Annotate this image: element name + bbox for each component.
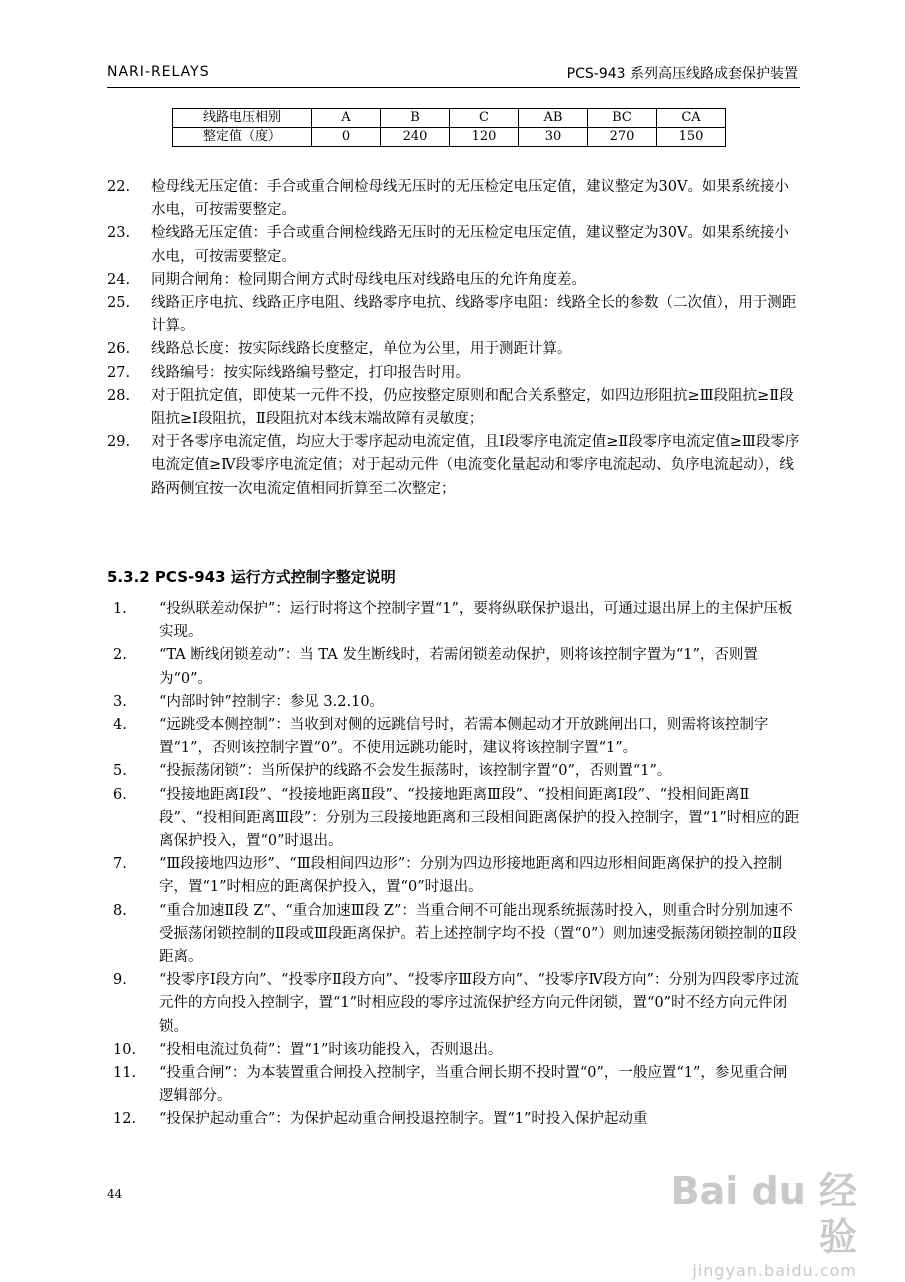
item-number: 24. xyxy=(107,271,131,288)
list-item xyxy=(107,222,800,268)
list-item xyxy=(107,714,800,760)
header-title: PCS-943 系列高压线路成套保护装置 xyxy=(566,66,798,82)
list-item xyxy=(107,644,800,690)
item-text: 对于阻抗定值，即使某一元件不投，仍应按整定原则和配合关系整定，如四边形阻抗≥Ⅲ段阻抗≥Ⅱ段阻抗≥Ⅰ段阻抗，Ⅱ段阻抗对本线末端故障有灵敏度； xyxy=(151,387,794,428)
item-text: “投相电流过负荷”：置“1”时该功能投入，否则退出。 xyxy=(159,1041,503,1058)
item-text: “重合加速Ⅱ段 Z”、“重合加速Ⅲ段 Z”：当重合闸不可能出现系统振荡时投入，则重合时分别加速不受振荡闭锁控制的Ⅱ段或Ⅲ段距离保护。若上述控制字均不投（置“0”）则加速受振荡闭锁控制的Ⅱ段距离。 xyxy=(159,902,797,966)
control-word-list xyxy=(107,598,800,1132)
item-text: “TA 断线闭锁差动”：当 TA 发生断线时，若需闭锁差动保护，则将该控制字置为“1”，否则置为“0”。 xyxy=(159,647,758,687)
table-cell: 整定值（度） xyxy=(173,128,312,147)
table-cell: 30 xyxy=(519,128,588,147)
item-number: 29. xyxy=(107,434,131,451)
item-text: “远跳受本侧控制”：当收到对侧的远跳信号时，若需本侧起动才开放跳闸出口，则需将该控制字置“1”，否则该控制字置“0”。不使用远跳功能时，建议将该控制字置“1”。 xyxy=(159,717,769,757)
item-number: 9. xyxy=(113,972,127,989)
table-cell: A xyxy=(312,109,381,128)
table-cell: BC xyxy=(588,109,657,128)
item-text: 检母线无压定值：手合或重合闸检母线无压时的无压检定电压定值，建议整定为30V。如果系统接小水电，可按需要整定。 xyxy=(151,179,789,219)
item-number: 22. xyxy=(107,179,131,195)
list-item xyxy=(107,362,800,385)
table-cell: 线路电压相别 xyxy=(173,109,312,128)
page-number: 44 xyxy=(107,1187,123,1201)
phase-angle-table xyxy=(172,108,726,147)
settings-notes-list xyxy=(107,176,800,501)
table-cell: C xyxy=(450,109,519,128)
section-title: 5.3.2 PCS-943 运行方式控制字整定说明 xyxy=(107,568,396,586)
item-text: 线路总长度：按实际线路长度整定，单位为公里，用于测距计算。 xyxy=(151,341,572,358)
item-text: “投纵联差动保护”：运行时将这个控制字置“1”，要将纵联保护退出，可通过退出屏上的主保护压板实现。 xyxy=(159,601,793,641)
list-item xyxy=(107,292,800,338)
item-number: 25. xyxy=(107,295,131,312)
watermark xyxy=(647,1168,857,1280)
item-number: 11. xyxy=(113,1065,137,1082)
table-row xyxy=(173,128,726,147)
item-text: “投重合闸”：为本装置重合闸投入控制字，当重合闸长期不投时置“0”，一般应置“1”，参见重合闸逻辑部分。 xyxy=(159,1065,788,1105)
item-number: 5. xyxy=(113,763,127,780)
list-item xyxy=(107,1062,800,1108)
table-cell: B xyxy=(381,109,450,128)
item-number: 10. xyxy=(113,1041,137,1058)
item-number: 1. xyxy=(113,601,127,617)
list-item xyxy=(107,431,800,501)
list-item xyxy=(107,784,800,854)
item-text: “投振荡闭锁”：当所保护的线路不会发生振荡时，该控制字置“0”，否则置“1”。 xyxy=(159,763,672,780)
item-text: 同期合闸角：检同期合闸方式时母线电压对线路电压的允许角度差。 xyxy=(151,271,586,288)
list-item xyxy=(107,1039,800,1062)
item-text: “内部时钟”控制字：参见 3.2.10。 xyxy=(159,693,385,710)
table-cell: AB xyxy=(519,109,588,128)
list-item xyxy=(107,691,800,714)
list-item xyxy=(107,385,800,431)
list-item xyxy=(107,338,800,361)
item-text: “Ⅲ段接地四边形”、“Ⅲ段相间四边形”：分别为四边形接地距离和四边形相间距离保护的投入控制字，置“1”时相应的距离保护投入，置“0”时退出。 xyxy=(159,856,783,896)
table-cell: 0 xyxy=(312,128,381,147)
item-text: “投保护起动重合”：为保护起动重合闸投退控制字。置“1”时投入保护起动重 xyxy=(159,1111,648,1128)
item-number: 26. xyxy=(107,341,131,358)
item-number: 2. xyxy=(113,647,127,664)
item-text: 线路正序电抗、线路正序电阻、线路零序电抗、线路零序电阻：线路全长的参数（二次值），用于测距计算。 xyxy=(151,295,797,335)
item-number: 7. xyxy=(113,856,127,873)
item-number: 6. xyxy=(113,786,127,803)
item-number: 12. xyxy=(113,1111,137,1128)
item-text: “投零序Ⅰ段方向”、“投零序Ⅱ段方向”、“投零序Ⅲ段方向”、“投零序Ⅳ段方向”：分别为四段零序过流元件的方向投入控制字，置“1”时相应段的零序过流保护经方向元件闭锁，置“0”时不经方向元件闭锁。 xyxy=(159,972,799,1035)
header-brand: NARI-RELAYS xyxy=(107,64,210,80)
item-number: 3. xyxy=(113,693,127,710)
item-text: 检线路无压定值：手合或重合闸检线路无压时的无压检定电压定值，建议整定为30V。如果系统接小水电，可按需要整定。 xyxy=(151,225,789,265)
item-number: 8. xyxy=(113,902,127,919)
table-cell: 150 xyxy=(657,128,726,147)
list-item xyxy=(107,853,800,899)
list-item xyxy=(107,269,800,292)
list-item xyxy=(107,760,800,783)
item-number: 27. xyxy=(107,364,131,381)
table-cell: 270 xyxy=(588,128,657,147)
header-rule xyxy=(107,87,800,88)
list-item xyxy=(107,598,800,644)
item-number: 4. xyxy=(113,717,127,734)
table-cell: 240 xyxy=(381,128,450,147)
list-item xyxy=(107,969,800,1039)
table-row xyxy=(173,109,726,128)
list-item xyxy=(107,900,800,970)
table-cell: 120 xyxy=(450,128,519,147)
item-number: 23. xyxy=(107,225,131,242)
table-cell: CA xyxy=(657,109,726,128)
item-text: 对于各零序电流定值，均应大于零序起动电流定值，且Ⅰ段零序电流定值≥Ⅱ段零序电流定值≥Ⅲ段零序电流定值≥Ⅳ段零序电流定值；对于起动元件（电流变化量起动和零序电流起动、负序电流起动），线路两侧宜按一次电流定值相同折算至二次整定； xyxy=(151,434,800,497)
watermark-url: jingyan.baidu.com xyxy=(692,1261,857,1280)
list-item xyxy=(107,176,800,222)
list-item xyxy=(107,1108,800,1131)
item-text: “投接地距离Ⅰ段”、“投接地距离Ⅱ段”、“投接地距离Ⅲ段”、“投相间距离Ⅰ段”、“投相间距离Ⅱ段”、“投相间距离Ⅲ段”：分别为三段接地距离和三段相间距离保护的投入控制字，置“1”时相应的距离保护投入，置“0”时退出。 xyxy=(159,786,800,850)
item-number: 28. xyxy=(107,387,131,404)
item-text: 线路编号：按实际线路编号整定，打印报告时用。 xyxy=(151,364,470,381)
watermark-logo: Bai du 经验 xyxy=(670,1169,857,1259)
